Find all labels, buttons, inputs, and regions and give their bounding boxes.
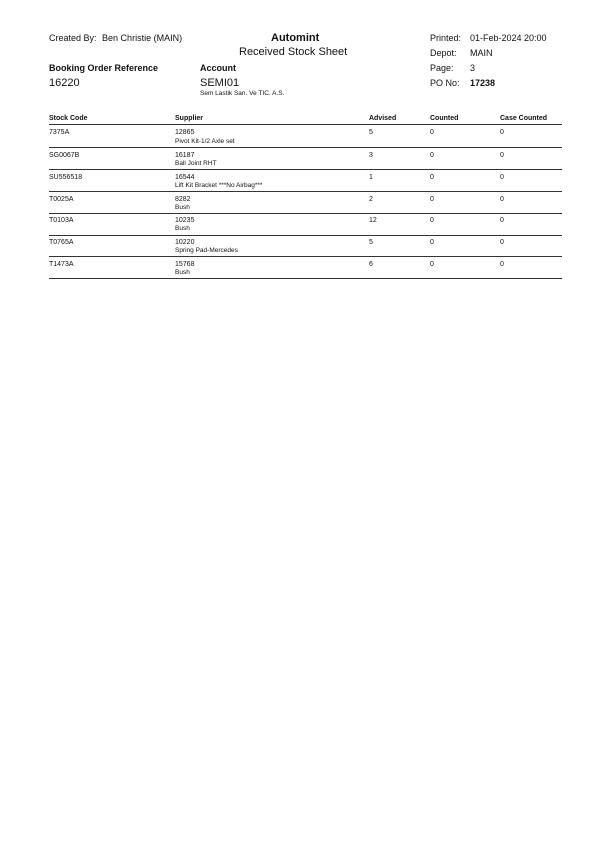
row-divider xyxy=(49,147,562,148)
table-row-stock-code: T1473A xyxy=(49,261,74,268)
po-label: PO No: xyxy=(430,78,460,88)
table-row-counted: 0 xyxy=(430,196,434,203)
table-row-description: Ball Joint RHT xyxy=(175,160,217,167)
table-row-supplier-code: 10235 xyxy=(175,217,195,224)
company-name: Automint xyxy=(271,32,320,44)
account-label: Account xyxy=(200,63,236,73)
table-row-supplier-code: 15768 xyxy=(175,261,195,268)
sheet-title: Received Stock Sheet xyxy=(239,46,348,58)
created-by-value: Ben Christie (MAIN) xyxy=(102,33,183,43)
table-row-advised: 5 xyxy=(369,239,373,246)
created-by-label: Created By: xyxy=(49,33,97,43)
table-row-counted: 0 xyxy=(430,261,434,268)
created-by xyxy=(49,33,182,43)
table-row-supplier-code: 10220 xyxy=(175,239,195,246)
booking-ref-label: Booking Order Reference xyxy=(49,63,159,73)
table-row-case-counted: 0 xyxy=(500,239,504,246)
table-row-description: Bush xyxy=(175,269,190,276)
col-stock-code: Stock Code xyxy=(49,115,88,122)
table-row-stock-code: T0025A xyxy=(49,196,74,203)
table-row-stock-code: 7375A xyxy=(49,129,70,136)
table-row-description: Pivot Kit-1/2 Axle set xyxy=(175,138,235,145)
header-divider xyxy=(49,124,562,125)
table-row-advised: 6 xyxy=(369,261,373,268)
table-row-case-counted: 0 xyxy=(500,129,504,136)
col-advised: Advised xyxy=(369,115,397,122)
col-supplier: Supplier xyxy=(175,115,204,122)
table-row-counted: 0 xyxy=(430,239,434,246)
row-divider xyxy=(49,235,562,236)
table-row-supplier-code: 16544 xyxy=(175,174,195,181)
row-divider xyxy=(49,191,562,192)
table-row-description: Bush xyxy=(175,204,190,211)
printed-value: 01-Feb-2024 20:00 xyxy=(470,33,547,43)
table-row-description: Bush xyxy=(175,225,190,232)
table-row-case-counted: 0 xyxy=(500,152,504,159)
table-row-supplier-code: 16187 xyxy=(175,152,195,159)
page-label: Page: xyxy=(430,63,454,73)
table-row-case-counted: 0 xyxy=(500,261,504,268)
depot-label: Depot: xyxy=(430,48,457,58)
row-divider xyxy=(49,256,562,257)
table-row-stock-code: SG0067B xyxy=(49,152,80,159)
table-row-description: Lift Kit Bracket ***No Airbag*** xyxy=(175,182,263,189)
col-counted: Counted xyxy=(430,115,459,122)
printed-label: Printed: xyxy=(430,33,462,43)
table-row-description: Spring Pad-Mercedes xyxy=(175,247,238,254)
table-row-case-counted: 0 xyxy=(500,217,504,224)
depot-value: MAIN xyxy=(470,48,493,58)
booking-ref-value: 16220 xyxy=(49,77,80,89)
table-row-supplier-code: 8282 xyxy=(175,196,191,203)
table-row-advised: 2 xyxy=(369,196,373,203)
table-row-advised: 12 xyxy=(369,217,377,224)
account-code: SEMI01 xyxy=(200,77,240,89)
table-row-counted: 0 xyxy=(430,152,434,159)
account-name: Sem Lastik San. Ve TIC. A.S. xyxy=(200,90,285,97)
row-divider xyxy=(49,169,562,170)
table-row-counted: 0 xyxy=(430,129,434,136)
table-row-stock-code: T0765A xyxy=(49,239,74,246)
po-value: 17238 xyxy=(470,78,496,88)
table-row-advised: 5 xyxy=(369,129,373,136)
table-row-case-counted: 0 xyxy=(500,174,504,181)
table-row-advised: 1 xyxy=(369,174,373,181)
table-row-counted: 0 xyxy=(430,217,434,224)
table-row-case-counted: 0 xyxy=(500,196,504,203)
table-row-stock-code: T0103A xyxy=(49,217,74,224)
table-row-supplier-code: 12865 xyxy=(175,129,195,136)
row-divider xyxy=(49,278,562,279)
col-case-counted: Case Counted xyxy=(500,115,548,122)
table-row-advised: 3 xyxy=(369,152,373,159)
page-value: 3 xyxy=(470,63,476,73)
row-divider xyxy=(49,213,562,214)
table-row-counted: 0 xyxy=(430,174,434,181)
table-row-stock-code: SU556518 xyxy=(49,174,83,181)
